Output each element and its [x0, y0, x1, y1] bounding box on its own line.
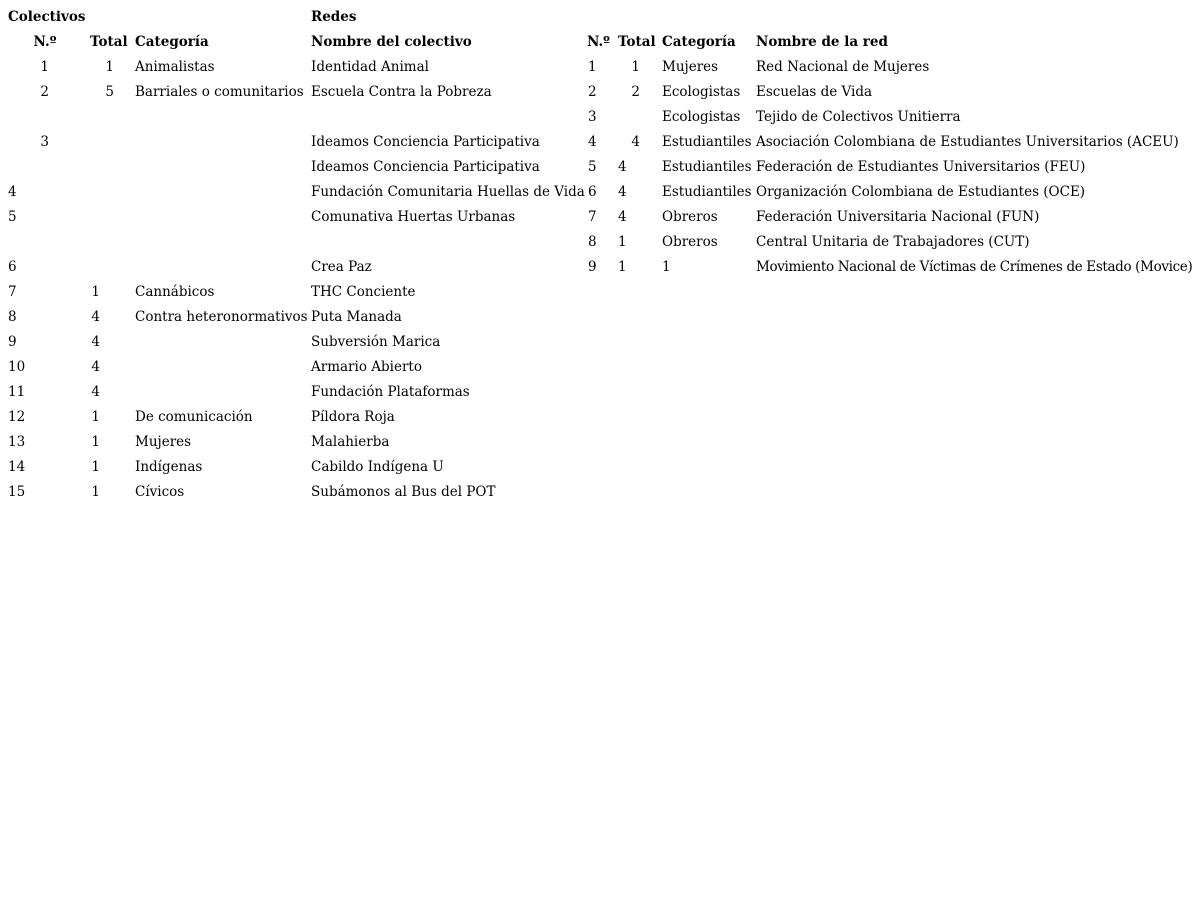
colectivos-row-name: Ideamos Conciencia Participativa	[311, 159, 540, 175]
colectivos-row-total: 5	[105, 84, 114, 100]
redes-row-no: 9	[588, 259, 597, 275]
redes-row-total: 4	[631, 134, 640, 150]
colectivos-row-name: Escuela Contra la Pobreza	[311, 84, 492, 100]
colectivos-header-total: Total	[90, 34, 128, 50]
redes-header-category: Categoría	[662, 34, 736, 50]
redes-row-no: 8	[588, 234, 597, 250]
colectivos-row-name: Comunativa Huertas Urbanas	[311, 209, 516, 225]
redes-row-name: Organización Colombiana de Estudiantes (OCE)	[756, 184, 1086, 200]
colectivos-row-category: Cannábicos	[135, 284, 215, 300]
colectivos-row-no: 13	[8, 434, 26, 450]
colectivos-row-no: 15	[8, 484, 26, 500]
colectivos-row-name: Crea Paz	[311, 259, 372, 275]
colectivos-row-no: 12	[8, 409, 26, 425]
colectivos-row-name: Puta Manada	[311, 309, 402, 325]
colectivos-row-no: 14	[8, 459, 26, 475]
redes-row-category: Obreros	[662, 209, 718, 225]
redes-row-total: 4	[618, 184, 627, 200]
redes-row-total: 4	[618, 209, 627, 225]
colectivos-row-name: Cabildo Indígena U	[311, 459, 444, 475]
colectivos-row-no: 11	[8, 384, 26, 400]
redes-row-category: Ecologistas	[662, 84, 741, 100]
redes-row-category: Estudiantiles	[662, 134, 752, 150]
redes-header-no: N.º	[587, 34, 610, 50]
redes-row-no: 2	[588, 84, 597, 100]
colectivos-row-total: 4	[91, 384, 100, 400]
colectivos-row-category: Contra heteronormativos	[135, 309, 308, 325]
colectivos-row-no: 1	[40, 59, 49, 75]
redes-row-category: Estudiantiles	[662, 159, 752, 175]
colectivos-row-name: Subámonos al Bus del POT	[311, 484, 496, 500]
colectivos-row-name: Subversión Marica	[311, 334, 441, 350]
redes-row-no: 7	[588, 209, 597, 225]
redes-row-total: 1	[618, 259, 627, 275]
colectivos-row-total: 1	[91, 409, 100, 425]
colectivos-row-no: 3	[40, 134, 49, 150]
redes-row-category: Obreros	[662, 234, 718, 250]
redes-row-no: 3	[588, 109, 597, 125]
redes-row-no: 6	[588, 184, 597, 200]
redes-row-category: 1	[662, 259, 671, 275]
redes-row-total: 1	[631, 59, 640, 75]
colectivos-row-total: 4	[91, 359, 100, 375]
redes-row-category: Estudiantiles	[662, 184, 752, 200]
colectivos-row-no: 6	[8, 259, 17, 275]
colectivos-row-name: Ideamos Conciencia Participativa	[311, 134, 540, 150]
redes-row-name: Escuelas de Vida	[756, 84, 873, 100]
colectivos-row-category: De comunicación	[135, 409, 253, 425]
redes-row-category: Mujeres	[662, 59, 719, 75]
redes-header-name: Nombre de la red	[756, 34, 888, 50]
colectivos-row-no: 9	[8, 334, 17, 350]
colectivos-row-category: Indígenas	[135, 459, 203, 475]
colectivos-row-total: 4	[91, 334, 100, 350]
colectivos-row-total: 1	[91, 459, 100, 475]
colectivos-row-total: 1	[91, 484, 100, 500]
colectivos-row-total: 1	[91, 284, 100, 300]
colectivos-row-category: Animalistas	[135, 59, 215, 75]
colectivos-row-category: Mujeres	[135, 434, 192, 450]
colectivos-row-name: Malahierba	[311, 434, 390, 450]
redes-row-total: 4	[618, 159, 627, 175]
colectivos-row-no: 2	[40, 84, 49, 100]
redes-row-no: 1	[588, 59, 597, 75]
colectivos-row-no: 8	[8, 309, 17, 325]
colectivos-row-total: 1	[105, 59, 114, 75]
colectivos-header-category: Categoría	[135, 34, 209, 50]
redes-section-title: Redes	[311, 9, 357, 25]
redes-row-name: Federación Universitaria Nacional (FUN)	[756, 209, 1040, 225]
colectivos-row-name: THC Conciente	[311, 284, 416, 300]
colectivos-row-name: Fundación Comunitaria Huellas de Vida	[311, 184, 585, 200]
redes-row-name: Red Nacional de Mujeres	[756, 59, 930, 75]
redes-row-name: Asociación Colombiana de Estudiantes Universitarios (ACEU)	[756, 134, 1179, 150]
colectivos-row-name: Identidad Animal	[311, 59, 429, 75]
redes-row-total: 2	[631, 84, 640, 100]
colectivos-row-no: 4	[8, 184, 17, 200]
colectivos-row-no: 10	[8, 359, 26, 375]
colectivos-section-title: Colectivos	[8, 9, 86, 25]
colectivos-row-category: Barriales o comunitarios	[135, 84, 304, 100]
colectivos-header-no: N.º	[33, 34, 57, 50]
colectivos-row-no: 5	[8, 209, 17, 225]
colectivos-row-name: Fundación Plataformas	[311, 384, 470, 400]
colectivos-header-name: Nombre del colectivo	[311, 34, 472, 50]
colectivos-row-total: 1	[91, 434, 100, 450]
colectivos-row-name: Armario Abierto	[311, 359, 422, 375]
redes-row-total: 1	[618, 234, 627, 250]
colectivos-row-category: Cívicos	[135, 484, 185, 500]
redes-row-name: Tejido de Colectivos Unitierra	[756, 109, 961, 125]
colectivos-row-no: 7	[8, 284, 17, 300]
colectivos-row-name: Píldora Roja	[311, 409, 395, 425]
redes-row-category: Ecologistas	[662, 109, 741, 125]
redes-header-total: Total	[618, 34, 656, 50]
redes-row-no: 4	[588, 134, 597, 150]
redes-row-name: Federación de Estudiantes Universitarios (FEU)	[756, 159, 1086, 175]
redes-row-name: Movimiento Nacional de Víctimas de Crímenes de Estado (Movice)	[756, 259, 1193, 275]
redes-row-no: 5	[588, 159, 597, 175]
colectivos-row-total: 4	[91, 309, 100, 325]
redes-row-name: Central Unitaria de Trabajadores (CUT)	[756, 234, 1030, 250]
